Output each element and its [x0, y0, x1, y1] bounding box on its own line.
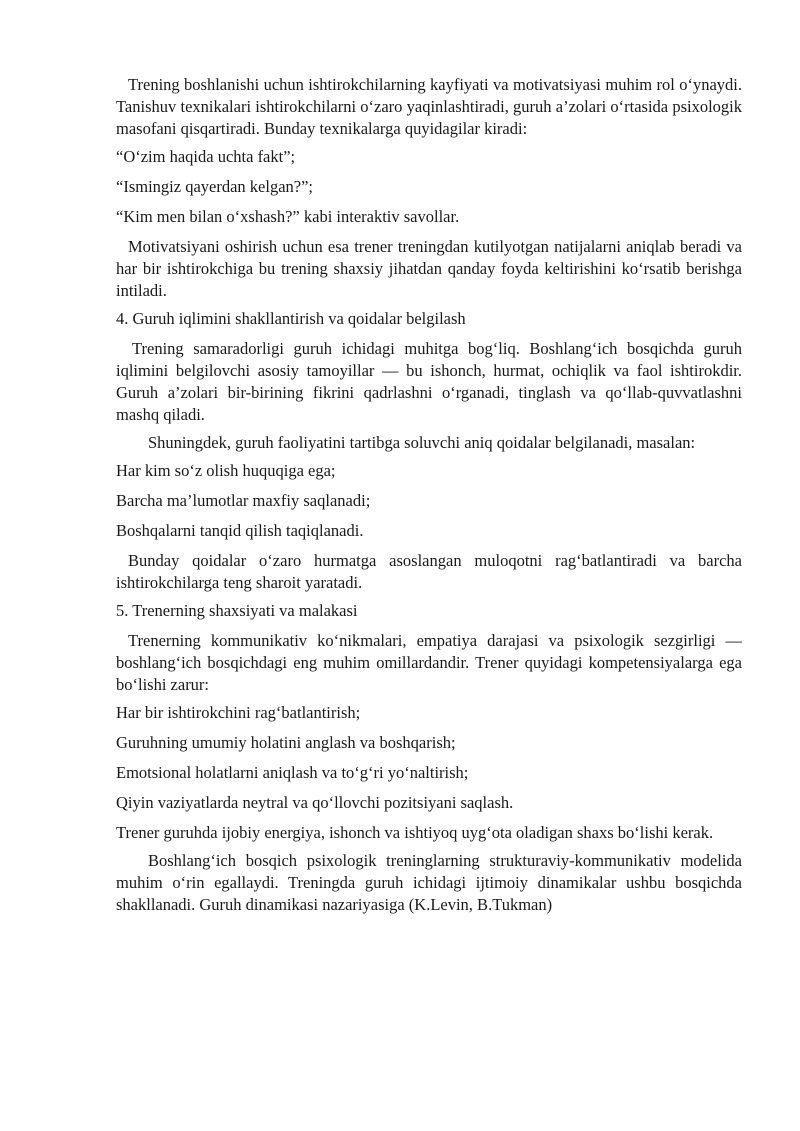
paragraph-motivation: Motivatsiyani oshirish uchun esa trener treningdan kutilyotgan natijalarni aniqlab beradi va har bir ishtirokchiga bu trening shaxsiy jihatdan qanday foyda keltirishini ko‘rsatib berishga intiladi.: [116, 237, 742, 300]
list-item: “Ismingiz qayerdan kelgan?”;: [116, 177, 313, 196]
list-item: Barcha ma’lumotlar maxfiy saqlanadi;: [116, 491, 371, 510]
section-heading-4: 4. Guruh iqlimini shakllantirish va qoidalar belgilash: [116, 309, 466, 328]
paragraph-trainer-skills: Trenerning kommunikativ ko‘nikmalari, empatiya darajasi va psixologik sezgirligi — boshlang‘ich bosqichdagi eng muhim omillardandir. Trener quyidagi kompetensiyalarga ega bo‘lishi zarur:: [116, 631, 742, 694]
list-item: Har bir ishtirokchini rag‘batlantirish;: [116, 703, 361, 722]
list-item: “Kim men bilan o‘xshash?” kabi interaktiv savollar.: [116, 207, 460, 226]
paragraph-rules-intro: Shuningdek, guruh faoliyatini tartibga soluvchi aniq qoidalar belgilanadi, masalan:: [148, 433, 696, 452]
list-item: Har kim so‘z olish huquqiga ega;: [116, 461, 336, 480]
document-page: [116, 74, 742, 922]
section-heading-5: 5. Trenerning shaxsiyati va malakasi: [116, 601, 358, 620]
paragraph-rules-effect: Bunday qoidalar o‘zaro hurmatga asoslangan muloqotni rag‘batlantiradi va barcha ishtirokchilarga teng sharoit yaratadi.: [116, 551, 742, 592]
list-item: Emotsional holatlarni aniqlash va to‘g‘ri yo‘naltirish;: [116, 763, 469, 782]
list-item: Guruhning umumiy holatini anglash va boshqarish;: [116, 733, 456, 752]
list-item: Boshqalarni tanqid qilish taqiqlanadi.: [116, 521, 364, 540]
paragraph-trainer-energy: Trener guruhda ijobiy energiya, ishonch va ishtiyoq uyg‘ota oladigan shaxs bo‘lishi kerak.: [116, 823, 714, 842]
list-item: Qiyin vaziyatlarda neytral va qo‘llovchi pozitsiyani saqlash.: [116, 793, 514, 812]
paragraph-group-climate: Trening samaradorligi guruh ichidagi muhitga bog‘liq. Boshlang‘ich bosqichda guruh iqlimini belgilovchi asosiy tamoyillar — bu ishonch, hurmat, ochiqlik va faol ishtirokdir. Guruh a’zolari bir-birining fikrini qadrlashni o‘rganadi, tinglash va qo‘llab-quvvatlashni mashq qiladi.: [116, 339, 742, 424]
paragraph-mood-motivation: Trening boshlanishi uchun ishtirokchilarning kayfiyati va motivatsiyasi muhim rol o‘ynaydi. Tanishuv texnikalari ishtirokchilarni o‘zaro yaqinlashtiradi, guruh a’zolari o‘rtasida psixologik masofani qisqartiradi. Bunday texnikalarga quyidagilar kiradi:: [116, 75, 742, 138]
list-item: “O‘zim haqida uchta fakt”;: [116, 147, 296, 166]
paragraph-initial-stage: Boshlang‘ich bosqich psixologik treninglarning strukturaviy-kommunikativ modelida muhim o‘rin egallaydi. Treningda guruh ichidagi ijtimoiy dinamikalar ushbu bosqichda shakllanadi. Guruh dinamikasi nazariyasiga (K.Levin, B.Tukman): [116, 851, 742, 914]
